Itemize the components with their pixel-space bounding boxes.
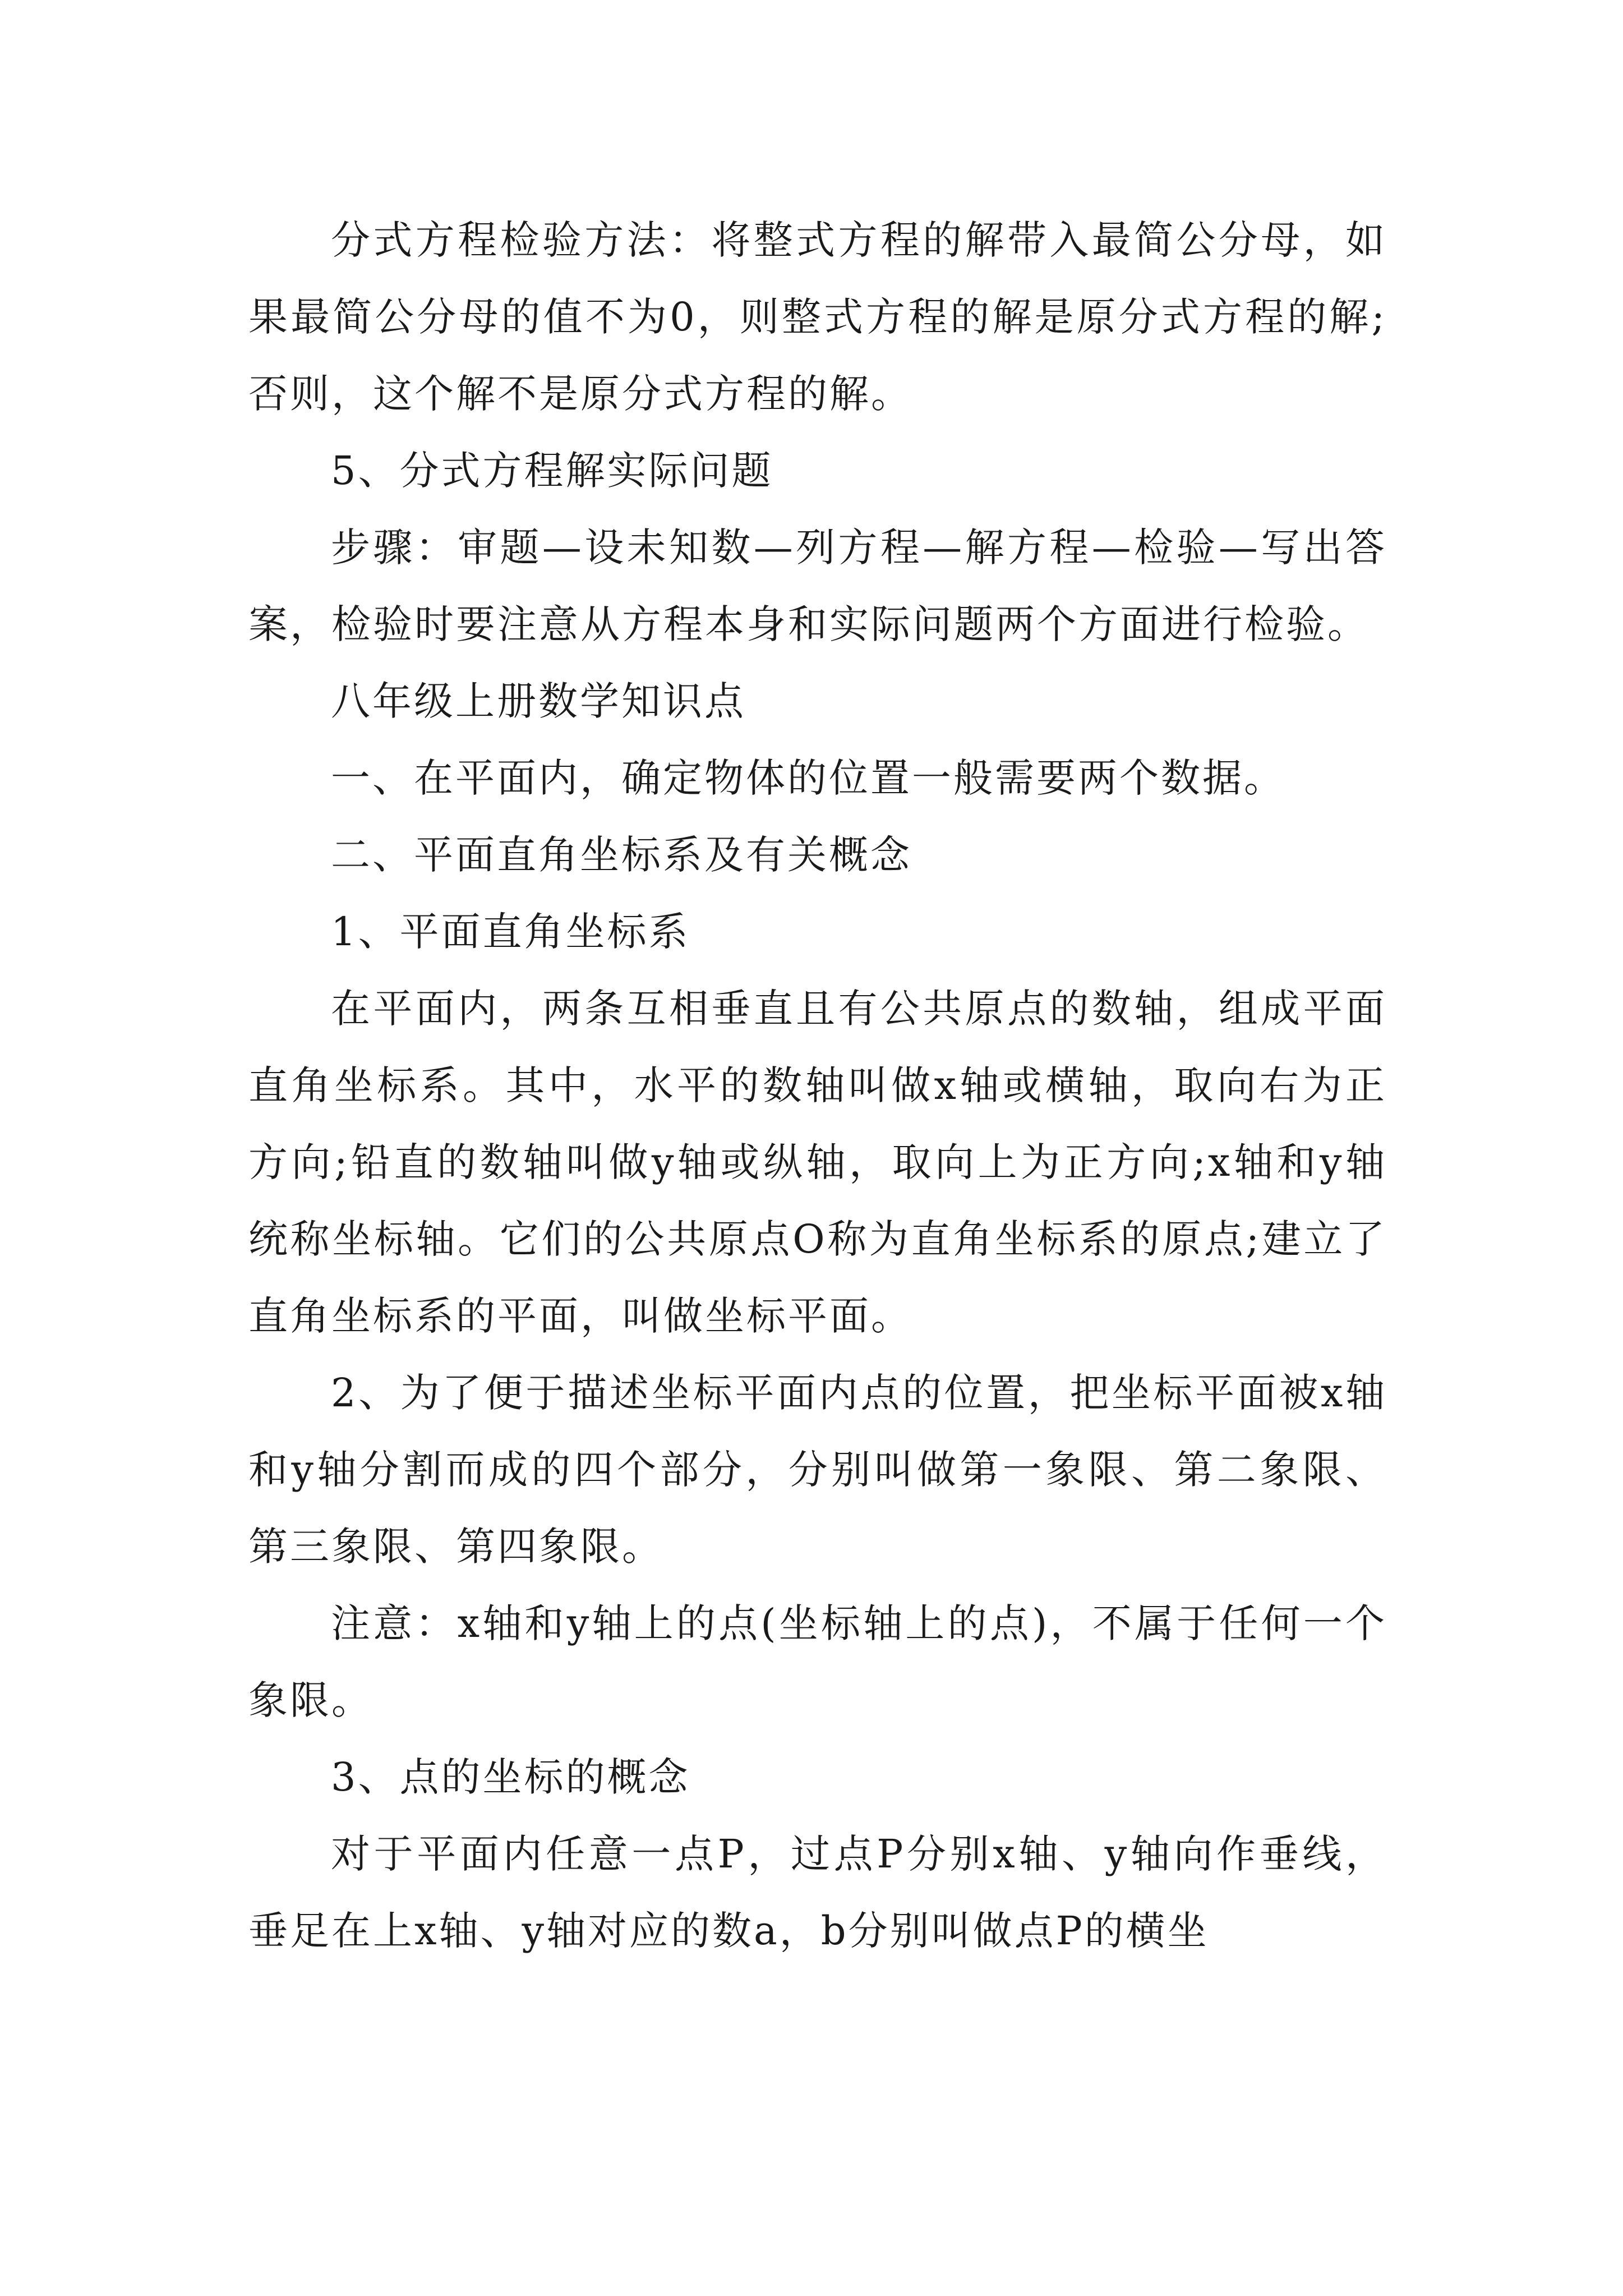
paragraph-heading-coordinate-system: 1、平面直角坐标系 bbox=[331, 909, 690, 955]
paragraph-axis-points-note: 注意：x轴和y轴上的点(坐标轴上的点)，不属于任何一个象限。 bbox=[248, 1600, 1387, 1723]
paragraph-solving-steps: 步骤：审题—设未知数—列方程—解方程—检验—写出答案，检验时要注意从方程本身和实际问题两个方面进行检验。 bbox=[248, 524, 1387, 647]
paragraph-heading-practical-problems: 5、分式方程解实际问题 bbox=[331, 448, 773, 494]
paragraph-position-data: 一、在平面内，确定物体的位置一般需要两个数据。 bbox=[331, 755, 1285, 801]
paragraph-point-coordinates-definition: 对于平面内任意一点P，过点P分别x轴、y轴向作垂线，垂足在上x轴、y轴对应的数a，b分别叫做点P的横坐 bbox=[248, 1831, 1387, 1954]
paragraph-quadrants: 2、为了便于描述坐标平面内点的位置，把坐标平面被x轴和y轴分割而成的四个部分，分别叫做第一象限、第二象限、第三象限、第四象限。 bbox=[248, 1370, 1387, 1570]
paragraph-fraction-equation-check: 分式方程检验方法：将整式方程的解带入最简公分母，如果最简公分母的值不为0，则整式方程的解是原分式方程的解;否则，这个解不是原分式方程的解。 bbox=[248, 217, 1387, 417]
paragraph-section-title: 八年级上册数学知识点 bbox=[331, 678, 746, 724]
document-body bbox=[248, 202, 1387, 1970]
paragraph-heading-point-coordinates: 3、点的坐标的概念 bbox=[331, 1754, 690, 1800]
paragraph-coordinate-system-definition: 在平面内，两条互相垂直且有公共原点的数轴，组成平面直角坐标系。其中，水平的数轴叫做x轴或横轴，取向右为正方向;铅直的数轴叫做y轴或纵轴，取向上为正方向;x轴和y轴统称坐标轴。它们的公共原点O称为直角坐标系的原点;建立了直角坐标系的平面，叫做坐标平面。 bbox=[248, 986, 1387, 1339]
paragraph-heading-coordinate-concepts: 二、平面直角坐标系及有关概念 bbox=[331, 832, 912, 878]
